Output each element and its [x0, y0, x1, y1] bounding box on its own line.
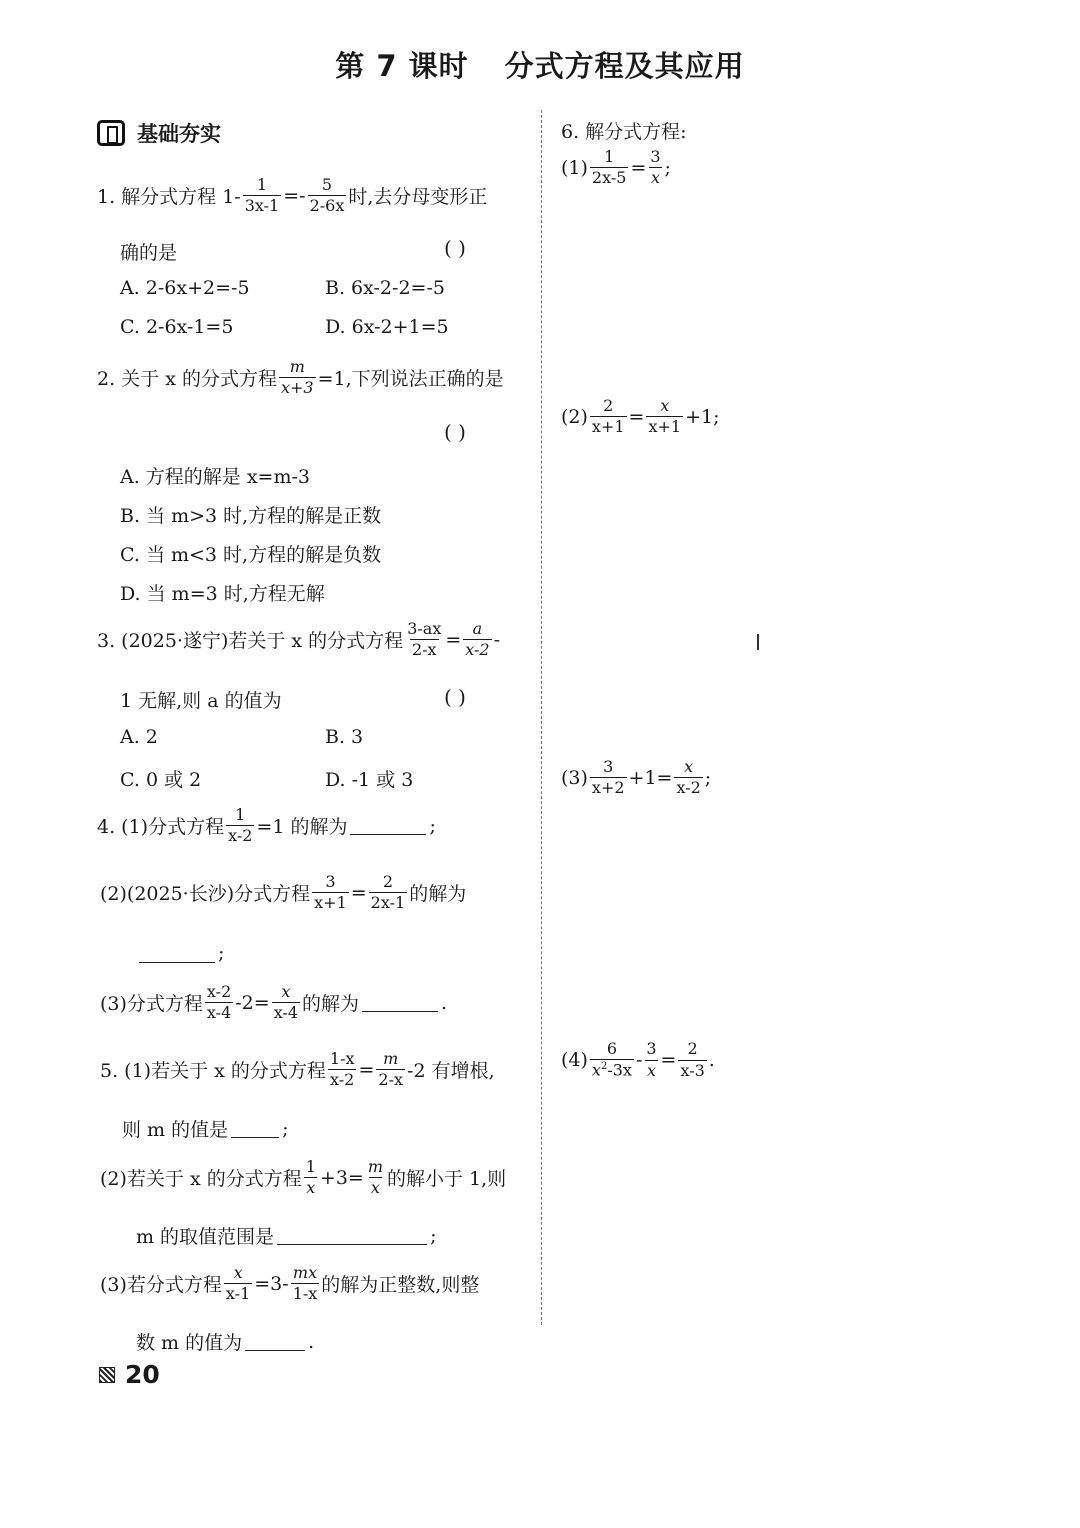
option-a: A. 方程的解是 x=m-3 [120, 466, 311, 488]
question-5-part-1-answer [122, 1115, 289, 1142]
option-d: D. 当 m=3 时,方程无解 [120, 583, 325, 605]
q1-eq: =- [283, 184, 306, 207]
q5-p2-end: ; [430, 1224, 437, 1247]
question-2 [97, 358, 504, 398]
q5-p2-tail: 的解小于 1,则 [387, 1168, 507, 1191]
section-title: 基础夯实 [137, 122, 221, 146]
question-6-part-2 [561, 397, 719, 437]
q6-p3-mid: +1= [628, 766, 673, 789]
q6-p3-label: (3) [561, 766, 588, 789]
q4-p1-intro: 4. (1)分式方程 [97, 816, 225, 839]
fraction: $\frac{m}{x}$ [367, 1157, 384, 1198]
q6-p2-tail: +1; [685, 405, 720, 428]
q4-p3-mid: -2= [235, 991, 270, 1014]
q5-p2-mid: +3= [319, 1166, 364, 1189]
q5-p2-line2: m 的取值范围是 [136, 1226, 275, 1248]
q2-tail: =1,下列说法正确的是 [317, 368, 504, 391]
answer-blank[interactable] [139, 944, 215, 963]
q3-intro: 3. (2025·遂宁)若关于 x 的分式方程 [97, 630, 404, 653]
q4-p3-tail: 的解为 [302, 993, 360, 1016]
fraction: $\frac{x-2}{x-4}$ [206, 982, 232, 1023]
question-3 [97, 620, 500, 660]
fraction: $\frac{2}{x+1}$ [591, 396, 625, 437]
q5-p3-end: . [308, 1330, 315, 1353]
fraction: $\frac{3}{x+2}$ [591, 757, 625, 798]
q4-p2-intro: (2)(2025·长沙)分式方程 [100, 883, 311, 906]
q5-p1-tail: -2 有增根, [407, 1060, 495, 1083]
q6-p1-eq: = [630, 156, 647, 179]
q6-p1-end: ; [664, 156, 671, 179]
q5-p3-mid: =3- [254, 1272, 289, 1295]
question-6-part-3 [561, 758, 711, 798]
q3-line2: 1 无解,则 a 的值为 [120, 690, 282, 712]
q1-intro: 1. 解分式方程 1- [97, 186, 241, 209]
q6-p4-minus: - [635, 1049, 643, 1072]
q1-tail: 时,去分母变形正 [348, 186, 488, 209]
page-number [99, 1360, 160, 1389]
fraction: $\frac{3}{x+1}$ [314, 872, 347, 913]
q5-p2-intro: (2)若关于 x 的分式方程 [100, 1168, 302, 1191]
fraction: $\frac{m}{2-x}$ [378, 1049, 404, 1090]
page-number-text: 20 [125, 1360, 160, 1389]
question-6-part-1 [561, 148, 671, 188]
fraction: $\frac{x}{x-2}$ [676, 757, 701, 798]
q3-eq: = [445, 628, 462, 651]
question-5-part-2-answer [136, 1222, 436, 1249]
question-4-part-2-answer [136, 942, 224, 964]
q6-p2-label: (2) [561, 405, 588, 428]
question-5-part-3-answer [136, 1328, 314, 1355]
fraction: $\frac{3-ax}{2-x}$ [407, 619, 442, 660]
fraction: $\frac{x}{x+1}$ [648, 396, 682, 437]
fraction: $\frac{1}{2x-5}$ [591, 147, 627, 188]
fraction: $\frac{3}{x}$ [646, 1039, 657, 1080]
answer-blank[interactable] [350, 816, 426, 835]
fraction: $\frac{x}{x-1}$ [225, 1263, 251, 1304]
question-1 [97, 176, 487, 216]
page-marker-icon [99, 1367, 115, 1383]
fraction: $\frac{m}{x+3}$ [280, 357, 314, 398]
option-a: A. 2-6x+2=-5 [120, 277, 250, 299]
answer-paren[interactable]: ( ) [444, 685, 466, 709]
question-4-part-3 [100, 983, 447, 1023]
fraction: $\frac{1}{x}$ [305, 1157, 316, 1198]
q4-p2-end: ; [218, 942, 225, 964]
q6-p1-label: (1) [561, 156, 588, 179]
q2-intro: 2. 关于 x 的分式方程 [97, 368, 277, 391]
question-4-part-1 [97, 806, 436, 846]
option-a: A. 2 [120, 726, 158, 748]
fraction: $\frac{1}{x-2}$ [228, 805, 253, 846]
fraction: $\frac{2}{x-3}$ [680, 1039, 705, 1080]
q4-p2-eq: = [350, 881, 367, 904]
q6-p4-eq: = [660, 1049, 677, 1072]
fraction: $\frac{3}{x}$ [650, 147, 661, 188]
fraction: $\frac{x}{x-4}$ [273, 982, 299, 1023]
fraction: $\frac{a}{x-2}$ [465, 619, 490, 660]
q1-line2: 确的是 [120, 242, 178, 264]
option-c: C. 0 或 2 [120, 769, 202, 791]
question-6: 6. 解分式方程: [561, 121, 687, 143]
option-b: B. 3 [325, 726, 364, 748]
q5-p3-tail: 的解为正整数,则整 [321, 1274, 480, 1297]
answer-blank[interactable] [245, 1332, 305, 1351]
stray-mark [757, 634, 759, 650]
q5-p1-line2: 则 m 的值是 [122, 1119, 229, 1141]
option-c: C. 当 m<3 时,方程的解是负数 [120, 544, 382, 566]
answer-paren[interactable]: ( ) [444, 420, 466, 444]
fraction: $\frac{mx}{1-x}$ [292, 1263, 318, 1304]
q4-p1-tail: =1 的解为 [256, 816, 348, 839]
fraction: $\frac{5}{2-6x}$ [309, 175, 345, 216]
answer-blank[interactable] [362, 993, 438, 1012]
fraction: $\frac{1-x}{x-2}$ [329, 1049, 355, 1090]
book-icon [97, 120, 125, 146]
q6-p3-end: ; [704, 766, 712, 789]
answer-blank[interactable] [231, 1119, 279, 1138]
fraction: $\frac{6}{x^2-3x}$ [591, 1039, 632, 1080]
q5-p1-eq: = [358, 1058, 375, 1081]
fraction: $\frac{2}{2x-1}$ [370, 872, 406, 913]
question-5-part-1 [100, 1050, 495, 1090]
question-4-part-2 [100, 873, 466, 913]
question-6-part-4 [561, 1040, 715, 1080]
answer-blank[interactable] [277, 1226, 427, 1245]
q4-p3-intro: (3)分式方程 [100, 993, 203, 1016]
q4-p1-end: ; [429, 814, 436, 837]
option-d: D. 6x-2+1=5 [325, 316, 449, 338]
q5-p3-line2: 数 m 的值为 [136, 1332, 243, 1354]
column-divider [541, 110, 542, 1325]
option-b: B. 6x-2-2=-5 [325, 277, 445, 299]
option-d: D. -1 或 3 [325, 769, 414, 791]
option-b: B. 当 m>3 时,方程的解是正数 [120, 505, 382, 527]
q6-p4-label: (4) [561, 1049, 588, 1072]
question-5-part-3 [100, 1264, 479, 1304]
lesson-label: 第 7 课时 [335, 49, 469, 83]
q5-p1-intro: 5. (1)若关于 x 的分式方程 [100, 1060, 326, 1083]
section-heading [97, 118, 221, 148]
fraction: $\frac{1}{3x-1}$ [244, 175, 280, 216]
q5-p1-end: ; [282, 1117, 289, 1140]
lesson-topic: 分式方程及其应用 [504, 49, 745, 83]
page-title [0, 44, 1080, 85]
q3-tail: - [493, 628, 501, 651]
q6-p4-end: . [708, 1049, 715, 1072]
q4-p2-tail: 的解为 [409, 883, 467, 906]
option-c: C. 2-6x-1=5 [120, 316, 234, 338]
q4-p3-end: . [441, 991, 448, 1014]
answer-paren[interactable]: ( ) [444, 236, 466, 260]
q5-p3-intro: (3)若分式方程 [100, 1274, 222, 1297]
question-5-part-2 [100, 1158, 506, 1198]
q6-p2-eq: = [628, 405, 645, 428]
